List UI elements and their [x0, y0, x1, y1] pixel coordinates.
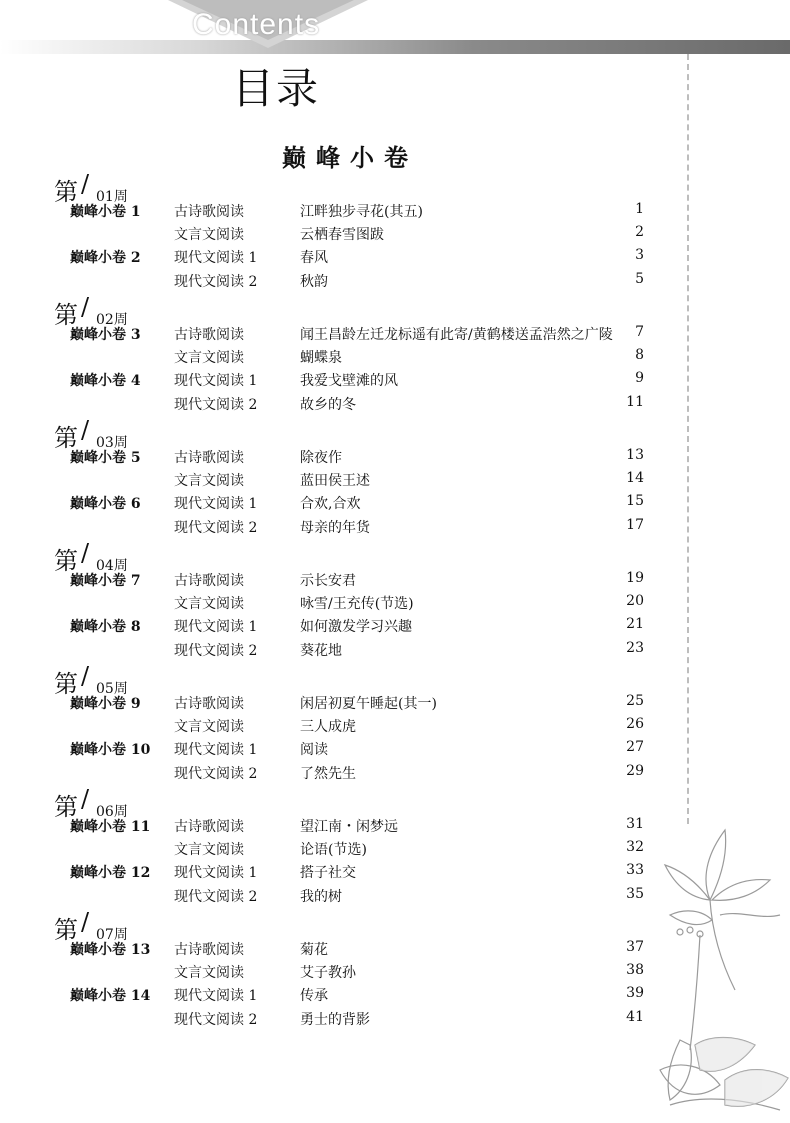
toc-page-number: 8	[635, 347, 644, 364]
toc-entry-title: 望江南・闲梦远	[300, 819, 398, 835]
toc-page-number: 17	[626, 516, 644, 533]
toc-category: 现代文阅读 1	[174, 619, 258, 636]
toc-page-number: 38	[626, 962, 644, 979]
toc-entry-title: 如何激发学习兴趣	[300, 619, 412, 636]
week-slash: /	[81, 293, 90, 321]
toc-page-number: 9	[635, 370, 644, 387]
section-title: 巅峰小卷	[282, 143, 418, 172]
toc-entry-title: 除夜作	[300, 450, 342, 466]
toc-category: 文言文阅读	[174, 842, 244, 859]
toc-category: 现代文阅读 1	[174, 496, 258, 513]
toc-category: 文言文阅读	[174, 227, 244, 244]
toc-entry-title: 了然先生	[300, 765, 356, 782]
toc-volume-label: 巅峰小卷 6	[70, 496, 141, 513]
toc-category: 文言文阅读	[174, 965, 244, 982]
toc-page-number: 39	[626, 985, 644, 1002]
week-di-char: 第	[54, 670, 78, 698]
toc-category: 现代文阅读 1	[174, 865, 258, 882]
toc-category: 现代文阅读 2	[174, 1011, 258, 1028]
toc-category: 文言文阅读	[174, 473, 244, 490]
toc-volume-label: 巅峰小卷 7	[70, 573, 141, 589]
page-title: 目录	[232, 64, 321, 113]
toc-entry-title: 闲居初夏午睡起(其一)	[300, 696, 437, 712]
toc-page-number: 1	[635, 201, 644, 217]
toc-category: 现代文阅读 1	[174, 988, 258, 1005]
toc-volume-label: 巅峰小卷 4	[70, 373, 141, 390]
toc-volume-label: 巅峰小卷 11	[70, 819, 151, 835]
toc-page-number: 2	[635, 224, 644, 241]
week-di-char: 第	[54, 547, 78, 575]
toc-category: 古诗歌阅读	[174, 696, 244, 712]
toc-entry-title: 我的树	[300, 888, 342, 905]
toc-page-number: 14	[626, 470, 644, 487]
toc-page-number: 13	[626, 447, 644, 463]
toc-volume-label: 巅峰小卷 12	[70, 865, 151, 882]
toc-category: 现代文阅读 2	[174, 888, 258, 905]
week-slash: /	[81, 170, 90, 198]
toc-volume-label: 巅峰小卷 3	[70, 327, 141, 343]
week-number: 05周	[96, 681, 128, 697]
week-di-char: 第	[54, 301, 78, 329]
toc-category: 文言文阅读	[174, 596, 244, 613]
toc-category: 古诗歌阅读	[174, 327, 244, 343]
toc-volume-label: 巅峰小卷 14	[70, 988, 151, 1005]
toc-category: 文言文阅读	[174, 719, 244, 736]
week-number: 02周	[96, 312, 128, 328]
toc-page-number: 27	[626, 739, 644, 756]
toc-entry-title: 葵花地	[300, 642, 342, 659]
toc-category: 古诗歌阅读	[174, 819, 244, 835]
week-slash: /	[81, 416, 90, 444]
toc-entry-title: 故乡的冬	[300, 396, 356, 413]
toc-entry-title: 江畔独步寻花(其五)	[300, 204, 423, 220]
toc-entry-title: 传承	[300, 988, 328, 1005]
toc-page-number: 37	[626, 939, 644, 955]
contents-word: Contents	[192, 8, 321, 41]
toc-volume-label: 巅峰小卷 9	[70, 696, 141, 712]
week-number: 06周	[96, 804, 128, 820]
toc-entry-title: 我爱戈壁滩的风	[300, 373, 398, 390]
toc-entry-title: 示长安君	[300, 573, 356, 589]
toc-entry-title: 云栖春雪图跋	[300, 227, 384, 244]
toc-entry-title: 蝴蝶泉	[300, 350, 342, 367]
week-di-char: 第	[54, 178, 78, 206]
toc-category: 现代文阅读 2	[174, 642, 258, 659]
toc-category: 现代文阅读 2	[174, 519, 258, 536]
toc-entry-title: 阅读	[300, 742, 328, 759]
week-slash: /	[81, 908, 90, 936]
toc-entry-title: 蓝田侯王述	[300, 473, 370, 490]
toc-category: 古诗歌阅读	[174, 450, 244, 466]
toc-volume-label: 巅峰小卷 5	[70, 450, 141, 466]
toc-category: 古诗歌阅读	[174, 942, 244, 958]
week-slash: /	[81, 539, 90, 567]
toc-page-number: 20	[626, 593, 644, 610]
toc-entry-title: 合欢,合欢	[300, 496, 361, 513]
week-number: 01周	[96, 189, 128, 205]
toc-volume-label: 巅峰小卷 8	[70, 619, 141, 636]
week-number: 03周	[96, 435, 128, 451]
toc-category: 现代文阅读 2	[174, 765, 258, 782]
toc-page-number: 41	[626, 1008, 644, 1025]
toc-page-number: 25	[626, 693, 644, 709]
week-di-char: 第	[54, 916, 78, 944]
toc-category: 文言文阅读	[174, 350, 244, 367]
toc-category: 现代文阅读 1	[174, 250, 258, 267]
toc-entry-title: 菊花	[300, 942, 328, 958]
toc-entry-title: 艾子教孙	[300, 965, 356, 982]
toc-page-number: 15	[626, 493, 644, 510]
toc-entry-title: 搭子社交	[300, 865, 356, 882]
toc-category: 现代文阅读 2	[174, 396, 258, 413]
week-di-char: 第	[54, 424, 78, 452]
toc-page-number: 29	[626, 762, 644, 779]
toc-volume-label: 巅峰小卷 13	[70, 942, 151, 958]
toc-page-number: 5	[635, 270, 644, 287]
toc-page-number: 7	[635, 324, 644, 340]
toc-page-number: 31	[626, 816, 644, 832]
toc-volume-label: 巅峰小卷 1	[70, 204, 141, 220]
toc-category: 现代文阅读 1	[174, 742, 258, 759]
toc-page-number: 26	[626, 716, 644, 733]
toc-entry-title: 勇士的背影	[300, 1011, 370, 1028]
week-slash: /	[81, 662, 90, 690]
toc-page-number: 3	[635, 247, 644, 264]
toc-page-number: 35	[626, 885, 644, 902]
toc-page-number: 32	[626, 839, 644, 856]
toc-page-number: 19	[626, 570, 644, 586]
toc-entry-title: 咏雪/王充传(节选)	[300, 596, 414, 613]
toc-entry-title: 论语(节选)	[300, 842, 367, 859]
toc-volume-label: 巅峰小卷 10	[70, 742, 151, 759]
toc-category: 现代文阅读 2	[174, 273, 258, 290]
toc-entry-title: 秋韵	[300, 273, 328, 290]
toc-volume-label: 巅峰小卷 2	[70, 250, 141, 267]
toc-entry-title: 闻王昌龄左迁龙标遥有此寄/黄鹤楼送孟浩然之广陵	[300, 327, 613, 343]
toc-page-number: 21	[626, 616, 644, 633]
toc-page-number: 33	[626, 862, 644, 879]
toc-category: 现代文阅读 1	[174, 373, 258, 390]
toc-entry-title: 三人成虎	[300, 719, 356, 736]
toc-page-number: 23	[626, 639, 644, 656]
week-slash: /	[81, 785, 90, 813]
lotus-illustration-icon	[640, 820, 790, 1120]
week-di-char: 第	[54, 793, 78, 821]
toc-entry-title: 母亲的年货	[300, 519, 370, 536]
toc-category: 古诗歌阅读	[174, 573, 244, 589]
header-bar	[0, 40, 790, 54]
week-number: 07周	[96, 927, 128, 943]
toc-entry-title: 春风	[300, 250, 328, 267]
toc-page-number: 11	[626, 393, 644, 410]
toc-category: 古诗歌阅读	[174, 204, 244, 220]
week-number: 04周	[96, 558, 128, 574]
